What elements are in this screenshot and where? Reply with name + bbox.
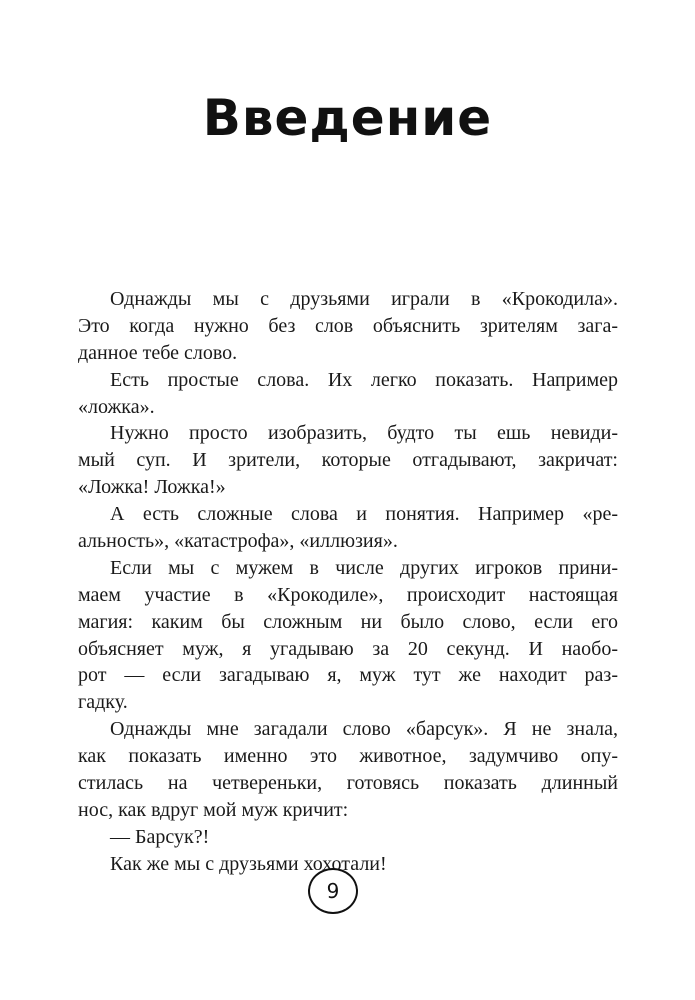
text-line: мый суп. И зрители, которые отгадывают, закричат: — [78, 449, 618, 472]
text-line: Однажды мне загадали слово «барсук». Я не знала, — [110, 718, 618, 741]
text-line: объясняет муж, я угадываю за 20 секунд. И наобо- — [78, 637, 618, 660]
text-line: нос, как вдруг мой муж кричит: — [78, 798, 349, 821]
page-number — [308, 868, 358, 914]
text-line: стилась на четвереньки, готовясь показать длинный — [78, 772, 618, 795]
text-line: маем участие в «Крокодиле», происходит настоящая — [78, 583, 618, 606]
text-line: Есть простые слова. Их легко показать. Например — [110, 368, 618, 391]
text-line: «Ложка! Ложка!» — [78, 476, 226, 499]
text-line: «ложка». — [78, 395, 155, 418]
text-line: рот — если загадываю я, муж тут же находит раз- — [78, 664, 618, 687]
text-line: данное тебе слово. — [78, 341, 238, 364]
text-line: — Барсук?! — [110, 825, 210, 848]
page-title: Введение — [202, 89, 493, 147]
text-line: Если мы с мужем в числе других игроков прини- — [110, 556, 618, 579]
text-line: Это когда нужно без слов объяснить зрителям зага- — [78, 314, 618, 337]
text-line: А есть сложные слова и понятия. Например «ре- — [110, 503, 618, 526]
text-line: Как же мы с друзьями хохотали! — [110, 852, 387, 875]
text-line: альность», «катастрофа», «иллюзия». — [78, 530, 398, 553]
text-line: магия: каким бы сложным ни было слово, если его — [78, 610, 618, 633]
text-line: как показать именно это животное, задумчиво опу- — [78, 745, 618, 768]
text-line: Однажды мы с друзьями играли в «Крокодила». — [110, 288, 618, 310]
text-line: гадку. — [78, 691, 128, 714]
text-line: Нужно просто изобразить, будто ты ешь невиди- — [110, 422, 618, 445]
body-text — [78, 286, 618, 878]
page-number-label: 9 — [326, 879, 340, 903]
